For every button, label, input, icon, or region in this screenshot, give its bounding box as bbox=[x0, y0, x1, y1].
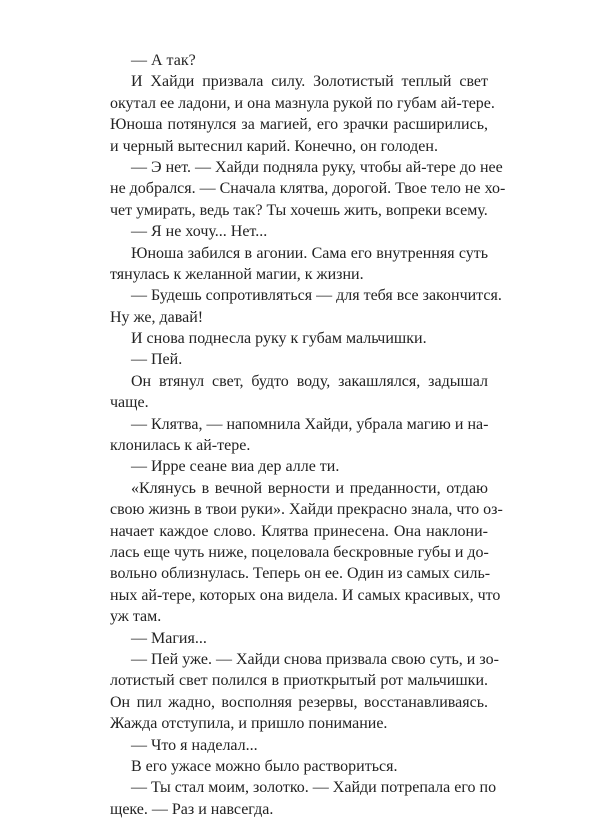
text-line: Он пил жадно, восполняя резервы, восстанавливаясь. bbox=[110, 693, 488, 711]
text-line: — Пей. bbox=[131, 351, 183, 369]
text-line: — А так? bbox=[131, 52, 196, 69]
text-line: — Что я наделал... bbox=[131, 736, 258, 754]
text-line: чет умирать, ведь так? Ты хочешь жить, вопреки всему. bbox=[110, 201, 488, 219]
text-line: — Клятва, — напомнила Хайди, убрала магию и на- bbox=[131, 415, 489, 433]
text-line: — Э нет. — Хайди подняла руку, чтобы ай-тере до нее bbox=[131, 158, 503, 176]
text-line: Ну же, давай! bbox=[110, 308, 204, 326]
text-line: Он втянул свет, будто воду, закашлялся, задышал bbox=[131, 372, 488, 390]
text-line: ных ай-тере, которых она видела. И самых красивых, что bbox=[110, 586, 501, 604]
text-line: Юноша забился в агонии. Сама его внутренняя суть bbox=[131, 244, 488, 262]
text-line: — Ирре сеане виа дер алле ти. bbox=[131, 458, 340, 476]
text-line: окутал ее ладони, и она мазнула рукой по губам ай-тере. bbox=[110, 94, 495, 112]
text-line: — Ты стал моим, золотко. — Хайди потрепала его по bbox=[131, 779, 497, 797]
text-line: лась еще чуть ниже, поцеловала бескровные губы и до- bbox=[110, 543, 489, 561]
text-line: И снова поднесла руку к губам мальчишки. bbox=[131, 330, 427, 348]
text-line: В его ужасе можно было раствориться. bbox=[131, 757, 398, 775]
text-line: свою жизнь в твои руки». Хайди прекрасно знала, что оз- bbox=[110, 501, 503, 519]
text-line: «Клянусь в вечной верности и преданности, отдаю bbox=[131, 479, 488, 497]
text-line: Юноша потянулся за магией, его зрачки расширились, bbox=[110, 116, 488, 134]
text-line: не добрался. — Сначала клятва, дорогой. Твое тело не хо- bbox=[110, 180, 506, 198]
text-line: — Пей уже. — Хайди снова призвала свою суть, и зо- bbox=[131, 650, 499, 668]
text-line: И Хайди призвала силу. Золотистый теплый свет bbox=[131, 73, 488, 91]
text-line: — Будешь сопротивляться — для тебя все закончится. bbox=[131, 287, 502, 305]
text-line: начает каждое слово. Клятва принесена. Она наклони- bbox=[110, 522, 488, 540]
text-line: чаще. bbox=[110, 394, 149, 412]
body-text bbox=[110, 50, 506, 820]
text-line: вольно облизнулась. Теперь он ее. Один из самых силь- bbox=[110, 565, 491, 583]
text-line: уж там. bbox=[110, 608, 162, 626]
text-line: тянулась к желанной магии, к жизни. bbox=[110, 265, 364, 283]
text-line: Жажда отступила, и пришло понимание. bbox=[110, 715, 388, 733]
text-line: и черный вытеснил карий. Конечно, он голоден. bbox=[110, 137, 438, 155]
text-line: — Магия... bbox=[131, 629, 207, 647]
text-line: клонилась к ай-тере. bbox=[110, 437, 251, 455]
text-line: лотистый свет полился в приоткрытый рот мальчишки. bbox=[110, 672, 488, 690]
text-line: — Я не хочу... Нет... bbox=[131, 223, 268, 241]
text-line: щеке. — Раз и навсегда. bbox=[110, 800, 274, 818]
